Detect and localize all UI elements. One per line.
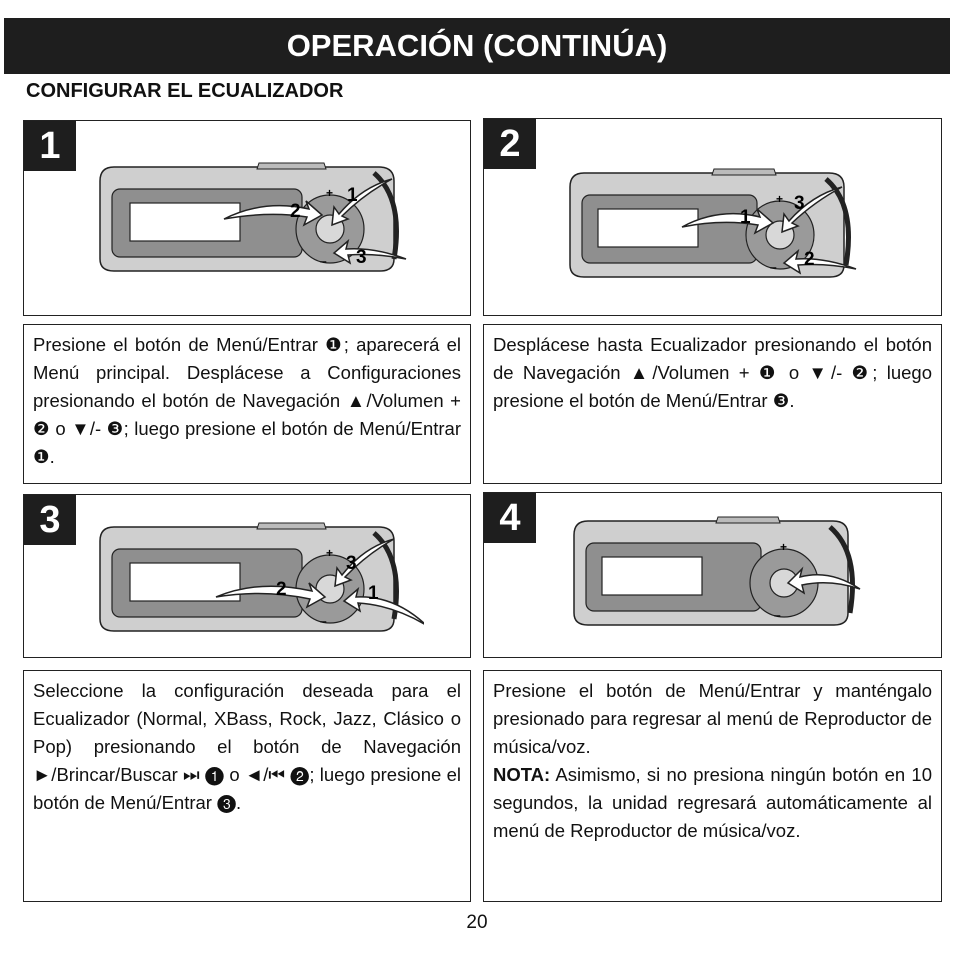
arrow-label-3: 3	[356, 247, 367, 268]
plus-label: +	[326, 186, 334, 200]
step-1-instructions	[23, 324, 471, 484]
arrow-label-1: 1	[347, 185, 358, 206]
minus-label: –	[320, 254, 327, 268]
step-4-text: Presione el botón de Menú/Entrar y manténgalo presionado para regresar al menú de Reproductor de música/voz.	[493, 680, 932, 757]
step-4-number: 4	[484, 493, 536, 543]
step-4-instructions	[483, 670, 942, 902]
minus-label: –	[320, 614, 327, 628]
arrow-label-1: 1	[740, 207, 751, 228]
note-text: Asimismo, si no presiona ningún botón en 10 segundos, la unidad regresará automáticamente al menú de Reproductor de música/voz.	[493, 764, 932, 841]
step-3-illustration	[23, 494, 471, 658]
step-3-instructions	[23, 670, 471, 902]
device-illustration-3	[94, 519, 424, 639]
device-illustration-1	[94, 159, 424, 279]
step-2-number: 2	[484, 119, 536, 169]
step-2-illustration	[483, 118, 942, 316]
arrow-label-2: 2	[290, 201, 301, 222]
plus-label: +	[780, 540, 788, 554]
arrow-label-2: 2	[276, 579, 287, 600]
device-illustration-2	[564, 165, 894, 285]
page-title: OPERACIÓN (CONTINÚA)	[286, 28, 668, 63]
plus-label: +	[776, 192, 784, 206]
arrow-label-2: 2	[804, 249, 815, 270]
step-2-instructions	[483, 324, 942, 484]
step-2-text: Desplácese hasta Ecualizador presionando el botón de Navegación ▲/Volumen + ❶ o ▼/- ❷; luego presione el botón de Menú/Entrar ❸.	[493, 334, 932, 411]
step-1-number: 1	[24, 121, 76, 171]
device-illustration-4	[568, 513, 898, 633]
minus-label: –	[770, 260, 777, 274]
plus-label: +	[326, 546, 334, 560]
arrow-label-1: 1	[368, 583, 379, 604]
step-3-number: 3	[24, 495, 76, 545]
arrow-label-3: 3	[346, 553, 357, 574]
page-header	[4, 18, 950, 74]
arrow-label-3: 3	[794, 193, 805, 214]
note-label: NOTA:	[493, 764, 551, 785]
step-4-illustration	[483, 492, 942, 658]
step-3-text: Seleccione la configuración deseada para el Ecualizador (Normal, XBass, Rock, Jazz, Clásico o Pop) presionando el botón de Navegación ►/Brincar/Buscar ⏭ ❶ o ◄/⏮ ❷; luego presione el botón de Menú/Entrar ❸.	[33, 680, 461, 813]
page-number: 20	[466, 912, 488, 933]
step-1-illustration	[23, 120, 471, 316]
minus-label: –	[774, 608, 781, 622]
step-1-text: Presione el botón de Menú/Entrar ❶; aparecerá el Menú principal. Desplácese a Configuraciones presionando el botón de Navegación ▲/Volumen + ❷ o ▼/- ❸; luego presione el botón de Menú/Entrar ❶.	[33, 334, 461, 467]
section-title: CONFIGURAR EL ECUALIZADOR	[26, 80, 344, 102]
